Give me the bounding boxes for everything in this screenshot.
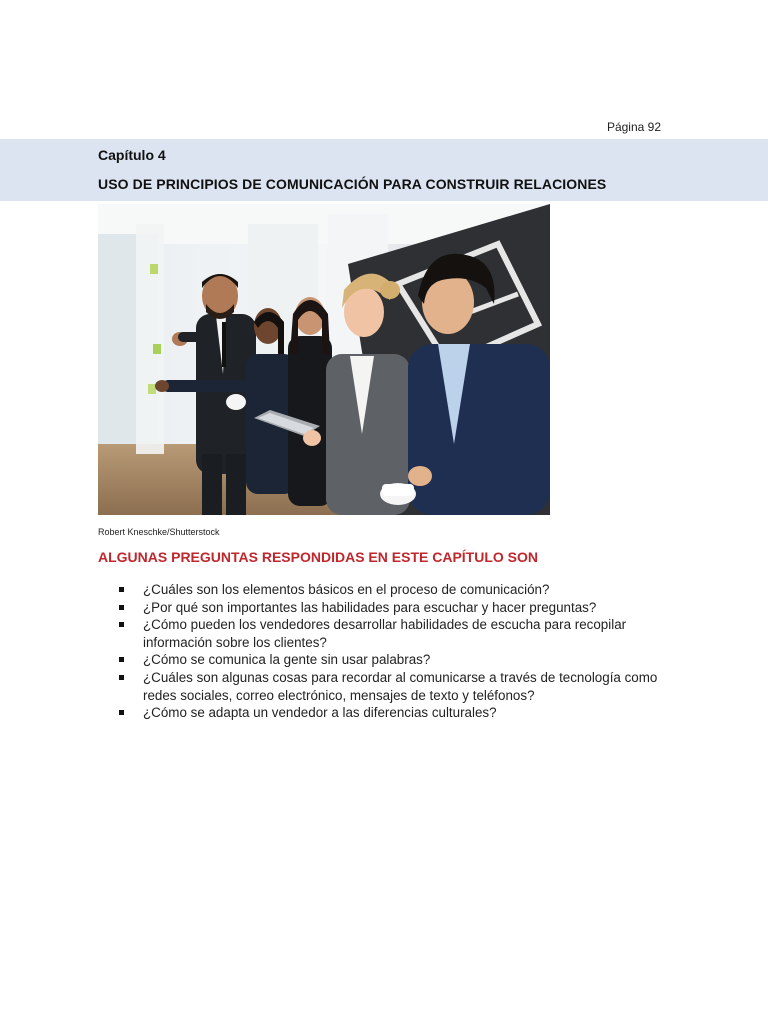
questions-heading: ALGUNAS PREGUNTAS RESPONDIDAS EN ESTE CAPÍTULO SON [98, 549, 539, 565]
square-bullet-icon [119, 675, 124, 680]
list-item [119, 669, 659, 704]
photo-credit: Robert Kneschke/Shutterstock [98, 527, 220, 537]
chapter-label: Capítulo 4 [98, 147, 166, 163]
square-bullet-icon [119, 710, 124, 715]
question-text: ¿Cuáles son algunas cosas para recordar al comunicarse a través de tecnología como redes sociales, correo electrónico, mensajes de texto y teléfonos? [143, 669, 658, 703]
question-text: ¿Cómo pueden los vendedores desarrollar habilidades de escucha para recopilar información sobre los clientes? [143, 617, 627, 650]
questions-list [119, 581, 659, 722]
square-bullet-icon [119, 605, 124, 610]
list-item [119, 704, 659, 722]
question-text: ¿Por qué son importantes las habilidades para escuchar y hacer preguntas? [143, 599, 597, 615]
list-item [119, 581, 659, 599]
square-bullet-icon [119, 657, 124, 662]
square-bullet-icon [119, 622, 124, 627]
list-item [119, 651, 659, 669]
chapter-title: USO DE PRINCIPIOS DE COMUNICACIÓN PARA CONSTRUIR RELACIONES [98, 176, 607, 192]
chapter-photo [98, 204, 550, 515]
page-number: Página 92 [606, 120, 661, 134]
question-text: ¿Cómo se comunica la gente sin usar palabras? [143, 652, 431, 668]
chapter-header-band [0, 139, 768, 201]
question-text: ¿Cuáles son los elementos básicos en el proceso de comunicación? [143, 582, 550, 597]
square-bullet-icon [119, 587, 124, 592]
question-text: ¿Cómo se adapta un vendedor a las diferencias culturales? [143, 705, 497, 721]
list-item [119, 616, 659, 651]
list-item [119, 599, 659, 617]
